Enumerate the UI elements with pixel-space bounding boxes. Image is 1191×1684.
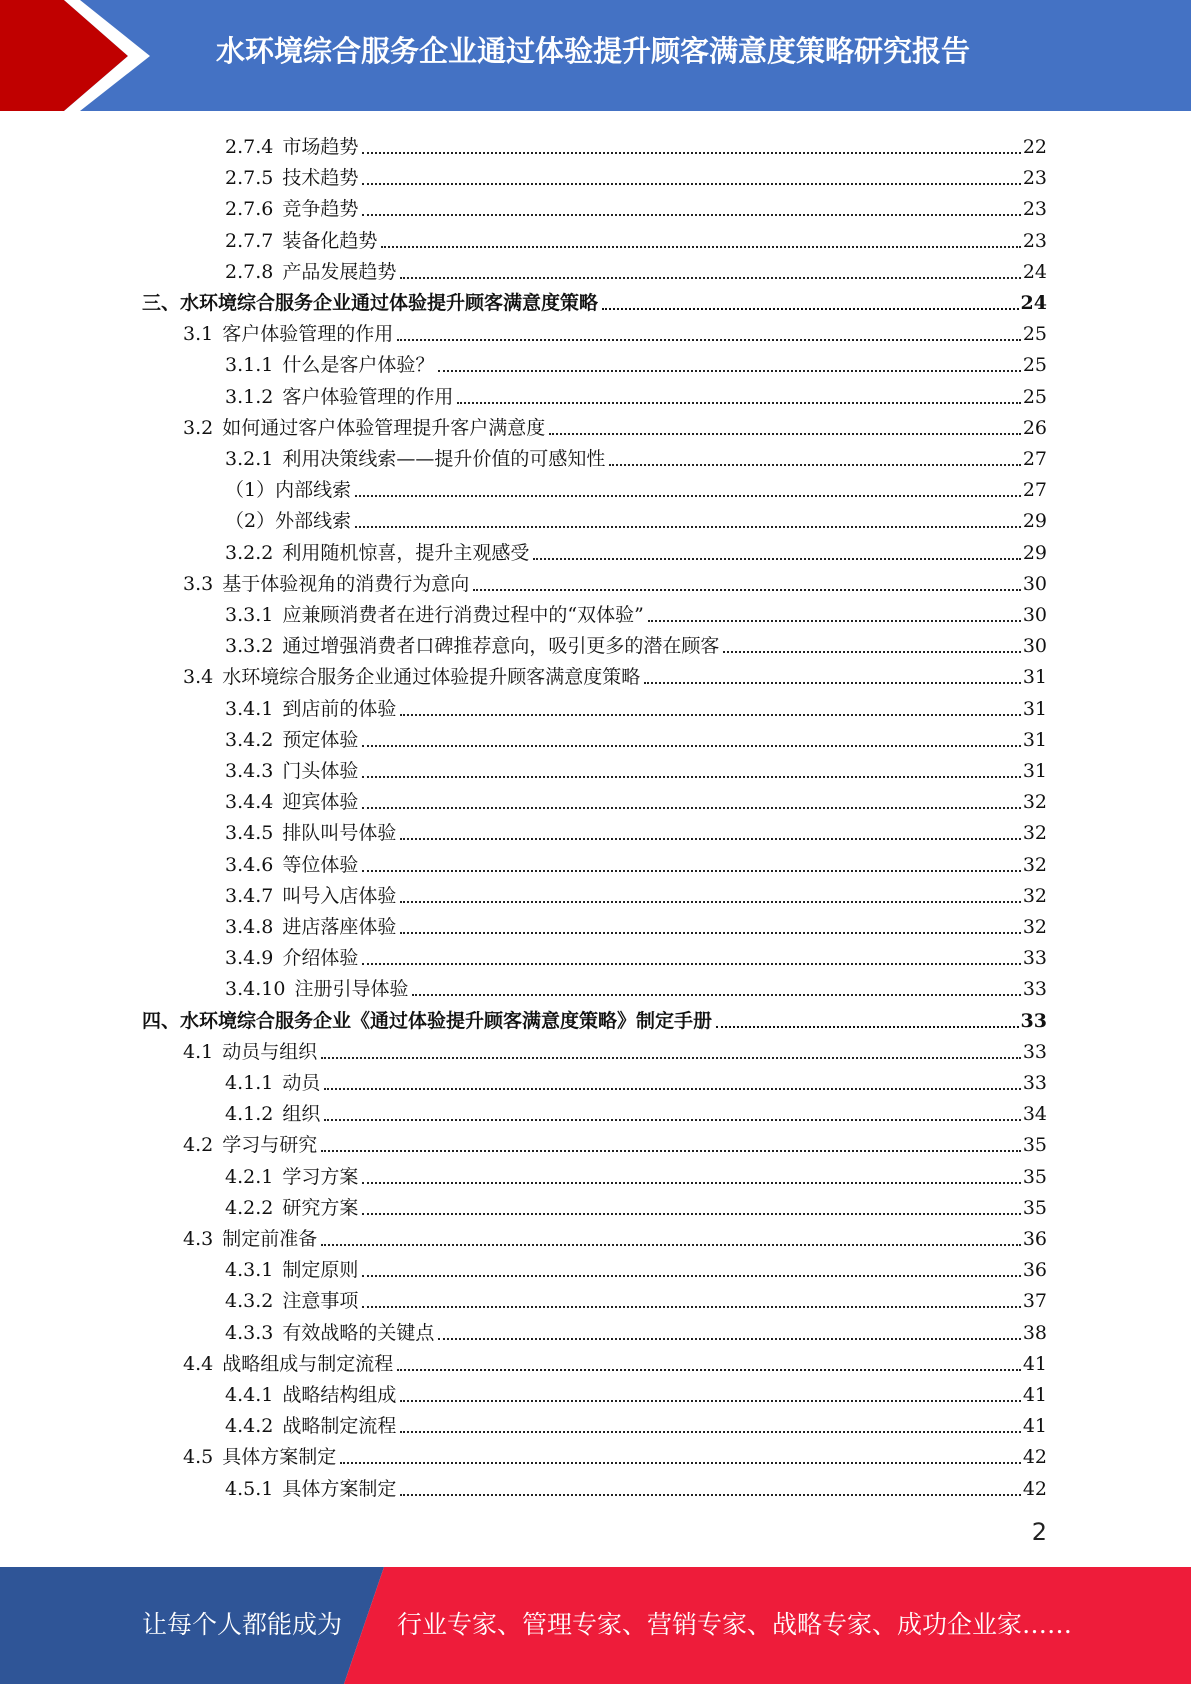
toc-entry-number: 2.7.7 — [225, 229, 274, 252]
toc-entry-page: 22 — [1022, 136, 1047, 158]
toc-entry[interactable] — [225, 1064, 1047, 1095]
toc-entry-number: 3.4.8 — [225, 916, 274, 938]
header-arrow-decoration — [0, 0, 160, 111]
toc-entry-title: 注意事项 — [282, 1290, 359, 1313]
toc-entry-page: 25 — [1022, 354, 1047, 377]
toc-entry-page: 25 — [1022, 385, 1047, 408]
toc-entry-page: 41 — [1022, 1352, 1047, 1375]
toc-entry-page: 27 — [1022, 479, 1047, 502]
toc-entry-number: 4.3.2 — [225, 1290, 274, 1313]
toc-dot-leader — [324, 1088, 1020, 1090]
toc-entry-number: 3.2 — [183, 416, 214, 439]
toc-entry-number: 3.3.1 — [225, 604, 274, 626]
toc-dot-leader — [438, 370, 1020, 372]
toc-entry-title: 什么是客户体验？ — [282, 354, 435, 377]
toc-entry-title: 有效战略的关键点 — [282, 1321, 435, 1344]
toc-entry-title: 战略组成与制定流程 — [222, 1352, 394, 1375]
toc-entry-number: 4.1 — [183, 1040, 214, 1063]
toc-dot-leader — [400, 901, 1020, 903]
toc-entry-title: 具体方案制定 — [222, 1446, 337, 1469]
toc-entry[interactable] — [225, 721, 1047, 752]
toc-entry-title: 技术趋势 — [282, 167, 359, 190]
toc-entry-number: 3.4.1 — [225, 697, 274, 720]
toc-entry[interactable] — [225, 814, 1047, 845]
toc-dot-leader — [397, 339, 1021, 341]
toc-entry-title: 基于体验视角的消费行为意向 — [222, 572, 470, 595]
toc-dot-leader — [549, 433, 1021, 435]
toc-entry-number: 3.4.6 — [225, 853, 274, 876]
toc-entry[interactable] — [225, 1314, 1047, 1345]
toc-entry-title: 门头体验 — [282, 760, 359, 782]
toc-entry-page: 33 — [1020, 1009, 1047, 1032]
toc-entry-number: 4.4.2 — [225, 1415, 274, 1438]
toc-dot-leader — [397, 1369, 1021, 1371]
toc-entry[interactable] — [183, 565, 1047, 596]
page-number: 2 — [1031, 1518, 1047, 1546]
toc-dot-leader — [400, 838, 1020, 840]
toc-entry-page: 30 — [1022, 635, 1047, 658]
toc-entry[interactable] — [225, 222, 1047, 253]
toc-entry-number: 4.5.1 — [225, 1477, 274, 1500]
toc-entry-title: 产品发展趋势 — [282, 260, 397, 283]
toc-dot-leader — [362, 1213, 1020, 1215]
toc-entry-number: 3.4.5 — [225, 822, 274, 845]
toc-entry[interactable] — [183, 1345, 1047, 1376]
toc-entry-title: 市场趋势 — [282, 136, 359, 158]
toc-entry[interactable] — [225, 1095, 1047, 1126]
toc-entry-number: 2.7.4 — [225, 136, 274, 158]
toc-entry[interactable] — [183, 1033, 1047, 1064]
toc-entry[interactable] — [225, 783, 1047, 814]
toc-dot-leader — [438, 1338, 1020, 1340]
toc-dot-leader — [321, 1244, 1021, 1246]
toc-entry-title: 注册引导体验 — [294, 978, 409, 1001]
toc-entry-title: 研究方案 — [282, 1196, 359, 1219]
toc-entry-title: 竞争趋势 — [282, 198, 359, 221]
toc-entry[interactable] — [183, 1438, 1047, 1469]
toc-entry-page: 29 — [1022, 510, 1047, 533]
toc-entry-title: 动员 — [282, 1072, 321, 1094]
toc-entry[interactable] — [225, 970, 1047, 1001]
toc-entry-number: 3.4.10 — [225, 978, 286, 1001]
toc-entry-page: 32 — [1022, 916, 1047, 938]
toc-entry-page: 31 — [1022, 760, 1047, 782]
toc-entry-title: 预定体验 — [282, 728, 359, 751]
toc-entry-number: 3.4 — [183, 666, 214, 689]
toc-dot-leader — [400, 714, 1020, 716]
toc-dot-leader — [355, 526, 1021, 528]
toc-dot-leader — [400, 932, 1020, 934]
toc-entry[interactable] — [225, 752, 1047, 783]
toc-entry-page: 33 — [1022, 978, 1047, 1001]
toc-entry-title: （1）内部线索 — [225, 479, 352, 502]
toc-entry[interactable] — [225, 190, 1047, 221]
toc-dot-leader — [362, 214, 1020, 216]
toc-entry-page: 31 — [1022, 666, 1047, 689]
toc-entry-title: 制定前准备 — [222, 1228, 318, 1250]
toc-entry-title: 利用决策线索——提升价值的可感知性 — [282, 448, 606, 470]
toc-entry-page: 42 — [1022, 1446, 1047, 1469]
toc-entry-number: 3.4.7 — [225, 884, 274, 907]
toc-dot-leader — [362, 152, 1020, 154]
toc-entry-title: 排队叫号体验 — [282, 822, 397, 845]
toc-entry-number: 3.3.2 — [225, 635, 274, 658]
toc-dot-leader — [723, 651, 1020, 653]
toc-entry-number: 3.4.3 — [225, 760, 274, 782]
toc-entry[interactable] — [225, 627, 1047, 658]
page-header — [0, 0, 1191, 111]
toc-entry-number: 4.3.3 — [225, 1321, 274, 1344]
toc-entry[interactable] — [225, 1407, 1047, 1438]
toc-dot-leader — [412, 994, 1020, 996]
toc-entry-page: 32 — [1022, 853, 1047, 876]
toc-entry-title: 进店落座体验 — [282, 916, 397, 938]
toc-entry-title: 客户体验管理的作用 — [282, 385, 454, 408]
toc-entry[interactable] — [183, 658, 1047, 689]
toc-dot-leader — [362, 1275, 1020, 1277]
toc-entry[interactable] — [225, 1282, 1047, 1313]
toc-entry-page: 32 — [1022, 791, 1047, 814]
page-footer — [0, 1567, 1191, 1684]
toc-entry-number: 2.7.5 — [225, 167, 274, 190]
toc-entry-number: 3.1 — [183, 323, 214, 346]
toc-entry-title: 通过增强消费者口碑推荐意向，吸引更多的潜在顾客 — [282, 635, 720, 658]
toc-entry-page: 32 — [1022, 884, 1047, 907]
document-title: 水环境综合服务企业通过体验提升顾客满意度策略研究报告 — [216, 34, 971, 68]
toc-entry-title: 等位体验 — [282, 853, 359, 876]
toc-entry-page: 26 — [1022, 416, 1047, 439]
toc-entry[interactable] — [225, 877, 1047, 908]
toc-entry-number: 3.4.9 — [225, 947, 274, 970]
toc-entry-number: 3.1.1 — [225, 354, 274, 377]
toc-entry-page: 24 — [1020, 292, 1047, 314]
toc-dot-leader — [400, 277, 1020, 279]
toc-entry[interactable] — [183, 1126, 1047, 1157]
toc-dot-leader — [362, 183, 1020, 185]
toc-dot-leader — [609, 464, 1020, 466]
toc-entry[interactable] — [225, 502, 1047, 533]
toc-dot-leader — [381, 246, 1020, 248]
toc-entry-title: 利用随机惊喜，提升主观感受 — [282, 541, 530, 564]
toc-entry-number: 2.7.6 — [225, 198, 274, 221]
toc-entry-page: 41 — [1022, 1384, 1047, 1406]
toc-entry-page: 42 — [1022, 1477, 1047, 1500]
toc-entry-page: 31 — [1022, 697, 1047, 720]
toc-entry-title: 迎宾体验 — [282, 791, 359, 814]
toc-entry-page: 35 — [1022, 1134, 1047, 1157]
toc-entry-number: 4.4.1 — [225, 1384, 274, 1406]
toc-dot-leader — [362, 776, 1020, 778]
toc-entry-page: 24 — [1022, 260, 1047, 283]
toc-entry-title: 应兼顾消费者在进行消费过程中的“双体验” — [282, 604, 644, 626]
toc-entry-page: 33 — [1022, 947, 1047, 970]
toc-entry[interactable] — [225, 908, 1047, 939]
toc-entry-number: 3.2.1 — [225, 448, 274, 470]
toc-entry[interactable] — [225, 1251, 1047, 1282]
toc-dot-leader — [648, 620, 1021, 622]
toc-entry[interactable] — [225, 1470, 1047, 1501]
toc-dot-leader — [321, 1057, 1021, 1059]
toc-entry-title: 组织 — [282, 1103, 321, 1126]
footer-slogan-left: 让每个人都能成为 — [142, 1610, 343, 1639]
toc-entry[interactable] — [225, 1376, 1047, 1407]
toc-entry-title: （2）外部线索 — [225, 510, 352, 533]
toc-entry-page: 37 — [1022, 1290, 1047, 1313]
toc-entry-page: 30 — [1022, 604, 1047, 626]
toc-entry-number: 4.2.2 — [225, 1196, 274, 1219]
toc-dot-leader — [716, 1026, 1019, 1028]
toc-entry-title: 战略制定流程 — [282, 1415, 397, 1438]
toc-dot-leader — [400, 1431, 1020, 1433]
toc-entry-page: 23 — [1022, 229, 1047, 252]
toc-entry-number: 4.1.1 — [225, 1072, 274, 1094]
toc-entry-number: 4.2 — [183, 1134, 214, 1157]
toc-entry-number: 3.2.2 — [225, 541, 274, 564]
toc-entry[interactable] — [225, 596, 1047, 627]
toc-entry-number: 4.3 — [183, 1228, 214, 1250]
toc-entry[interactable] — [225, 939, 1047, 970]
toc-entry-page: 23 — [1022, 198, 1047, 221]
toc-entry[interactable] — [183, 315, 1047, 346]
toc-entry-title: 学习方案 — [282, 1165, 359, 1188]
toc-entry[interactable] — [142, 284, 1047, 315]
toc-entry-title: 具体方案制定 — [282, 1477, 397, 1500]
toc-entry-page: 33 — [1022, 1040, 1047, 1063]
toc-entry-page: 34 — [1022, 1103, 1047, 1126]
toc-entry[interactable] — [225, 846, 1047, 877]
toc-entry-title: 四、水环境综合服务企业《通过体验提升顾客满意度策略》制定手册 — [142, 1009, 713, 1032]
toc-entry[interactable] — [225, 534, 1047, 565]
toc-entry[interactable] — [225, 253, 1047, 284]
toc-entry-page: 27 — [1022, 448, 1047, 470]
toc-entry-number: 2.7.8 — [225, 260, 274, 283]
toc-entry-title: 学习与研究 — [222, 1134, 318, 1157]
toc-entry-number: 3.4.4 — [225, 791, 274, 814]
toc-entry-number: 3.1.2 — [225, 385, 274, 408]
toc-dot-leader — [644, 682, 1021, 684]
toc-dot-leader — [362, 807, 1020, 809]
toc-entry-number: 4.3.1 — [225, 1259, 274, 1282]
toc-entry-page: 41 — [1022, 1415, 1047, 1438]
toc-dot-leader — [362, 870, 1020, 872]
toc-entry-title: 水环境综合服务企业通过体验提升顾客满意度策略 — [222, 666, 641, 689]
toc-entry[interactable] — [225, 346, 1047, 377]
toc-entry-page: 30 — [1022, 572, 1047, 595]
toc-entry[interactable] — [183, 409, 1047, 440]
toc-dot-leader — [355, 495, 1021, 497]
toc-entry-page: 32 — [1022, 822, 1047, 845]
toc-dot-leader — [340, 1462, 1021, 1464]
toc-entry[interactable] — [225, 440, 1047, 471]
toc-entry-number: 4.2.1 — [225, 1165, 274, 1188]
toc-entry[interactable] — [225, 159, 1047, 190]
toc-entry-title: 介绍体验 — [282, 947, 359, 970]
toc-entry[interactable] — [225, 128, 1047, 159]
toc-entry-title: 装备化趋势 — [282, 229, 378, 252]
toc-dot-leader — [324, 1119, 1020, 1121]
toc-entry-page: 35 — [1022, 1165, 1047, 1188]
toc-entry-title: 客户体验管理的作用 — [222, 323, 394, 346]
toc-dot-leader — [321, 1150, 1021, 1152]
toc-entry-title: 动员与组织 — [222, 1040, 318, 1063]
toc-entry-title: 制定原则 — [282, 1259, 359, 1282]
toc-entry[interactable] — [225, 690, 1047, 721]
toc-dot-leader — [457, 402, 1020, 404]
toc-dot-leader — [362, 1182, 1020, 1184]
toc-entry-number: 4.4 — [183, 1352, 214, 1375]
toc-entry-title: 到店前的体验 — [282, 697, 397, 720]
toc-entry-page: 25 — [1022, 323, 1047, 346]
toc-entry[interactable] — [225, 471, 1047, 502]
toc-entry-title: 三、水环境综合服务企业通过体验提升顾客满意度策略 — [142, 292, 599, 314]
toc-entry-title: 叫号入店体验 — [282, 884, 397, 907]
toc-entry[interactable] — [142, 1002, 1047, 1033]
toc-entry-number: 3.3 — [183, 572, 214, 595]
toc-entry-title: 战略结构组成 — [282, 1384, 397, 1406]
toc-dot-leader — [362, 963, 1020, 965]
toc-entry-page: 36 — [1022, 1228, 1047, 1250]
toc-entry-number: 3.4.2 — [225, 728, 274, 751]
footer-slogan-right: 行业专家、管理专家、营销专家、战略专家、成功企业家…… — [397, 1610, 1073, 1639]
toc-entry-page: 36 — [1022, 1259, 1047, 1282]
toc-dot-leader — [602, 308, 1019, 310]
toc-dot-leader — [473, 589, 1021, 591]
toc-dot-leader — [400, 1494, 1020, 1496]
toc-entry-page: 29 — [1022, 541, 1047, 564]
toc-entry-page: 33 — [1022, 1072, 1047, 1094]
toc-entry-number: 4.1.2 — [225, 1103, 274, 1126]
toc-entry-page: 35 — [1022, 1196, 1047, 1219]
toc-dot-leader — [533, 558, 1020, 560]
toc-entry-title: 如何通过客户体验管理提升客户满意度 — [222, 416, 546, 439]
toc-entry[interactable] — [225, 1158, 1047, 1189]
toc-entry-page: 23 — [1022, 167, 1047, 190]
toc-entry-number: 4.5 — [183, 1446, 214, 1469]
toc-entry-page: 31 — [1022, 728, 1047, 751]
toc-dot-leader — [400, 1400, 1020, 1402]
toc-entry[interactable] — [183, 1220, 1047, 1251]
toc-entry-page: 38 — [1022, 1321, 1047, 1344]
toc-dot-leader — [362, 1306, 1020, 1308]
toc-entry[interactable] — [225, 1189, 1047, 1220]
toc-entry[interactable] — [225, 378, 1047, 409]
toc-dot-leader — [362, 745, 1020, 747]
